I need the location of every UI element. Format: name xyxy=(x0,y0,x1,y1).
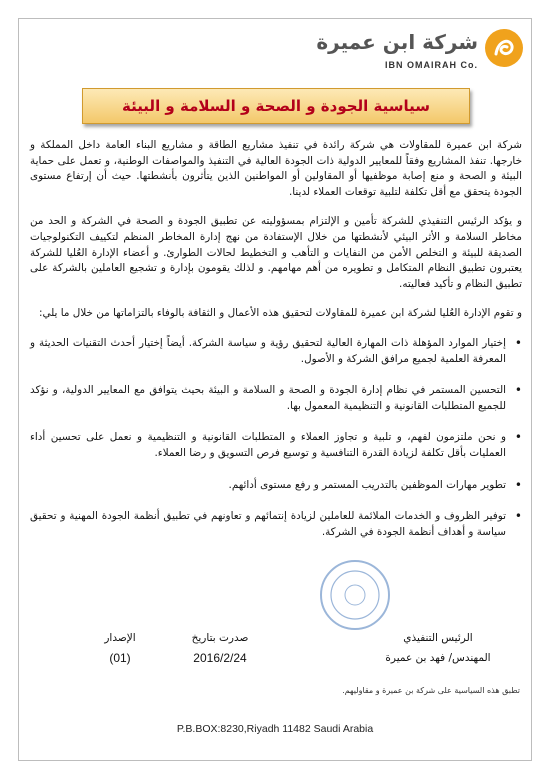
signature-block xyxy=(30,628,520,678)
ceo-title: الرئيس التنفيذي xyxy=(403,632,473,644)
issue-date xyxy=(160,628,280,668)
policy-title-banner xyxy=(82,88,470,124)
list-item: • و نحن ملتزمون لفهم، و تلبية و تجاوز العملاء و المتطلبات القانونية و التنظيمية و نعمل على تحسين أداء العمليات بأقل تكلفة لزيادة القدرة التنافسية و توسيع فرص التسويق و رضا العملاء. xyxy=(30,430,522,461)
logo-arabic-name: شركة ابن عميرة xyxy=(316,30,478,54)
list-item: • التحسين المستمر في نظام إدارة الجودة و الصحة و السلامة و البيئة بحيث يتوافق مع المعايير الدولية، و نؤكد للجميع المتطلبات القانونية و التنظيمية المعمول بها. xyxy=(30,383,522,414)
list-item: • توفير الظروف و الخدمات الملائمة للعاملين لزيادة إنتمائهم و تعاونهم في تطبيق أنظمة الجودة المهنية و تحقيق سياسة و أهداف أنظمة الجودة في الشركة. xyxy=(30,509,522,540)
release-label: الإصدار xyxy=(104,632,136,644)
ceo-signature xyxy=(368,628,508,668)
issued-label: صدرت بتاريخ xyxy=(191,632,249,644)
intro-paragraph: شركة ابن عميرة للمقاولات هي شركة رائدة في تنفيذ مشاريع الطاقة و مشاريع البناء العامة داخل المملكة و خارجها. تنفذ المشاريع وفقاً للمعايير الدولية ذات الجودة العالية في التنفيذ والمواصفات الوطنية، و تعمل على حماية البيئة و الصحة و منع إصابة موظفيها أو المقاولين أو المواطنين الذين يتأثرون بأنشطتها. حيث أن إرتفاع مستوى الجودة يتحقق مع أقل تكلفة لتلبية توقعات العملاء لدينا. xyxy=(30,139,522,198)
release-info xyxy=(70,628,170,668)
policy-title: سياسية الجودة و الصحة و السلامة و البيئة xyxy=(121,97,431,115)
company-stamp-icon xyxy=(318,558,392,632)
logo-english-name: IBN OMAIRAH Co. xyxy=(385,60,478,70)
issued-date-value: 2016/2/24 xyxy=(193,651,247,665)
ibn-omairah-logo-icon xyxy=(484,28,524,68)
commitment-paragraph: و يؤكد الرئيس التنفيذي للشركة تأمين و الإلتزام بمسؤوليته عن تطبيق الجودة و الصحة في الشركة و الحد من مخاطر السلامة و الأثر البيئي لأنشطتها من خلال الإستفادة من نهج إدارة المخاطر المنظم لتكييف التكنولوجيات الصديقة للبيئة و التخلص الأمن من النفايات و التأهب و التخطيط لحالات الطوارئ. و أعضاء الإدارة العُليا للشركة يعتبرون تطبيق النظام المتكامل و تطويره من أهم مهامهم. و لذلك يقومون بإدارة و تشجيع العاملين بالشركة على تطبيق النظام و تأكيد فعاليته. xyxy=(30,215,522,290)
release-value: (01) xyxy=(109,651,131,665)
list-item: • إختيار الموارد المؤهلة ذات المهارة العالية لتحقيق رؤية و سياسة الشركة. أيضاً إختيار أحدث التقنيات الحديثة و المعرفة العلمية لجميع مرافق الشركة و الأصول. xyxy=(30,336,522,367)
footer-address: P.B.BOX:8230,Riyadh 11482 Saudi Arabia xyxy=(176,723,374,735)
policy-body xyxy=(30,138,522,556)
company-logo xyxy=(316,26,524,78)
obligations-paragraph: و تقوم الإدارة العُليا لشركة ابن عميرة للمقاولات لتحقيق هذه الأعمال و الثقافة بالوفاء بالتزاماتها من خلال ما يلي: xyxy=(38,307,522,320)
obligations-list xyxy=(30,336,522,540)
list-item: • تطوير مهارات الموظفين بالتدريب المستمر و رفع مستوى أدائهم. xyxy=(30,478,522,494)
ceo-name: المهندس/ فهد بن عميرة xyxy=(385,652,491,664)
scope-note: تطبق هذه السياسية على شركة بن عميرة و مقاوليهم. xyxy=(342,686,520,695)
